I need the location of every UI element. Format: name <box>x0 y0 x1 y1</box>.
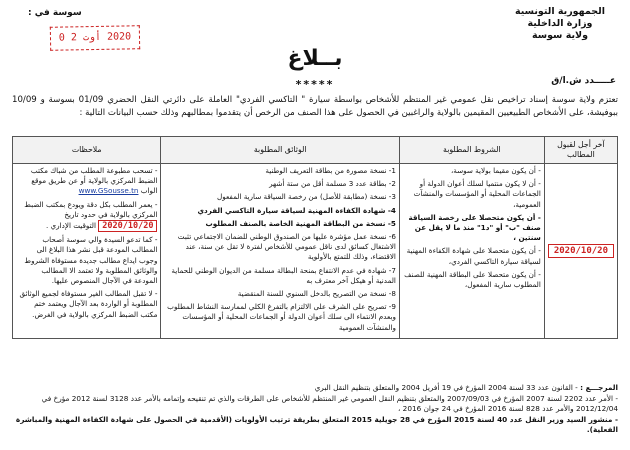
page-title: بــلاغ <box>287 46 343 71</box>
reference-number: عـــــدد ش.ا/ق <box>551 76 616 86</box>
document-item: 3- نسخة (مطابقة للأصل) من رخصة السياقة سارية المفعول <box>217 192 396 202</box>
note-deadline: 2020/10/20 <box>98 220 157 232</box>
document-item: 4- شهادة الكفاءة المهنية لسياقة سيارة التاكسي الفردي <box>197 205 396 215</box>
note-text: - يعمر المطلب بكل دقة ويودع بمكتب الضبط المركزي بالولاية في حدود تاريخ <box>24 199 158 219</box>
requirements-table <box>12 136 618 339</box>
title-stars: ***** <box>295 78 335 91</box>
document-item: 7- شهادة في عدم الانتفاع بمنحة البطالة مسلمة من الديوان الوطني للحماية المدنية أو هيكل آخر معترف به <box>171 265 396 285</box>
notes-cell <box>13 164 161 339</box>
note-text: التوقيت الإداري . <box>45 221 96 231</box>
references-section <box>12 383 618 436</box>
document-item: 6- نسخة عمل مؤشرة عليها من الصندوق الوطني للضمان الاجتماعي تثبت الاشتغال كسائق لدى ناقل عمومي للأشخاص لفترة لا تقل عن سنة، عند الاقتضاء، وذلك للتمتع بالأولوية <box>177 232 396 262</box>
header-deadline: آخر أجل لقبول المطالب <box>544 137 617 164</box>
date-line: سوسة في : <box>28 8 82 18</box>
note-item: - كما تدعو السيدة والي سوسة أصحاب المطالب المودعة قبل نشر هذا البلاغ الى وجوب ايداع مطالب جديدة مستوفاة الشروط والوثائق المطلوبة ولا تعتمد الا المطالب المودعة في الآجال المنصوص عليها. <box>24 235 158 286</box>
condition-item: - أن يكون مقيما بولاية سوسة، <box>450 166 541 175</box>
letterhead <box>500 6 620 42</box>
document-item: 9- تصريح على الشرف على الالتزام بالتفرغ الكلي لممارسة النشاط المطلوب وبعدم الانتماء الى سلك أعوان الدولة أو الجماعات المحلية أو المؤسسات والمنشآت العمومية <box>167 302 396 332</box>
deadline-value: 2020/10/20 <box>548 244 614 258</box>
documents-cell <box>161 164 399 339</box>
conditions-cell <box>399 164 544 339</box>
reference-text: - القانون عدد 33 لسنة 2004 المؤرخ في 19 أفريل 2004 والمتعلق بتنظيم النقل البري <box>314 383 578 392</box>
header-notes: ملاحظات <box>13 137 161 164</box>
deadline-cell <box>544 164 617 339</box>
reference-item: - منشور السيد وزير النقل عدد 40 لسنة 2015 المؤرخ في 28 جويلية 2015 المتعلق بطريقة ترتيب الأولويات (الأقدمية في الحصول على شهادة الكفاءة المهنية والمباشرة الفعلية). <box>15 414 618 434</box>
note-item <box>16 166 157 197</box>
table-header-row <box>13 137 618 164</box>
document-item: 5- نسخة من البطاقة المهنية الخاصة بالصنف المطلوب <box>205 218 396 228</box>
intro-paragraph: تعتزم ولاية سوسة إسناد تراخيص نقل عمومي غير المنتظم للأشخاص بواسطة سيارة " التاكسي الفردي" العاملة على دائرتي النقل الحضري 01/09 بسوسة و 10/09 ببوفيشة، على الأشخاص الطبيعيين المقيمين بالولاية والراغبين في الحصول على هذا الصنف من الرخص أن يتقدموا بمطالبهم وذلك حسب البيانات التالية : <box>12 95 618 118</box>
note-item: - لا تقبل المطالب الغير مستوفاة لجميع الوثائق المطلوبة أو الواردة بعد الآجال ويعتمد ختم مكتب الضبط المركزي بالولاية في الغرض. <box>19 289 158 319</box>
note-item <box>16 200 157 233</box>
references-label: المرجـــع : <box>580 383 618 392</box>
reference-item <box>12 383 618 394</box>
condition-item: - أن لا يكون منتميا لسلك أعوان الدولة أو الجماعات المحلية أو المؤسسات والمنشآت العمومية، <box>413 179 541 209</box>
document-item: 8- نسخة من التصريح بالدخل السنوي للسنة المنقضية <box>237 289 396 299</box>
header-documents: الوثائق المطلوبة <box>161 137 399 164</box>
condition-item: - أن يكون متحصلا على البطاقة المهنية للصنف المطلوب سارية المفعول، <box>404 269 541 290</box>
document-item: 1- نسخة مصورة من بطاقة التعريف الوطنية <box>265 166 396 175</box>
letterhead-ministry: وزارة الداخلية <box>527 18 593 29</box>
date-stamp: 2020 أوت 2 0 <box>50 25 140 51</box>
note-text: - تسحب مطبوعة المطلب من شباك مكتب الضبط المركزي بالولاية أو عن طريق موقع الواب <box>30 166 158 196</box>
website-link[interactable]: www.GSousse.tn <box>78 186 139 196</box>
header-conditions: الشروط المطلوبة <box>399 137 544 164</box>
letterhead-governorate: ولاية سوسة <box>531 30 589 41</box>
condition-item: - أن يكون متحصلا على رخصة السياقة صنف "ب" أو "د1" منذ ما لا يقل عن سنتين ، <box>408 212 541 243</box>
reference-item: - الأمر عدد 2202 لسنة 2007 المؤرخ في 2007/09/03 والمتعلق بتنظيم النقل العمومي غير المنتظم للأشخاص على الطرقات والذي تم تنقيحه وإتمامه بالأمر عدد 3128 لسنة 2012 مؤرخ في 2012/12/04 والأمر عدد 828 لسنة 2016 المؤرخ في 24 جوان 2016 ، <box>41 393 618 413</box>
document-item: 2- بطاقة عدد 3 مسلمة أقل من ستة أشهر <box>269 179 396 189</box>
table-row <box>13 164 618 339</box>
condition-item: - أن يكون متحصلا على شهادة الكفاءة المهنية لسياقة سيارة التاكسي الفردي، <box>406 246 541 266</box>
letterhead-country: الجمهورية التونسية <box>515 6 605 17</box>
